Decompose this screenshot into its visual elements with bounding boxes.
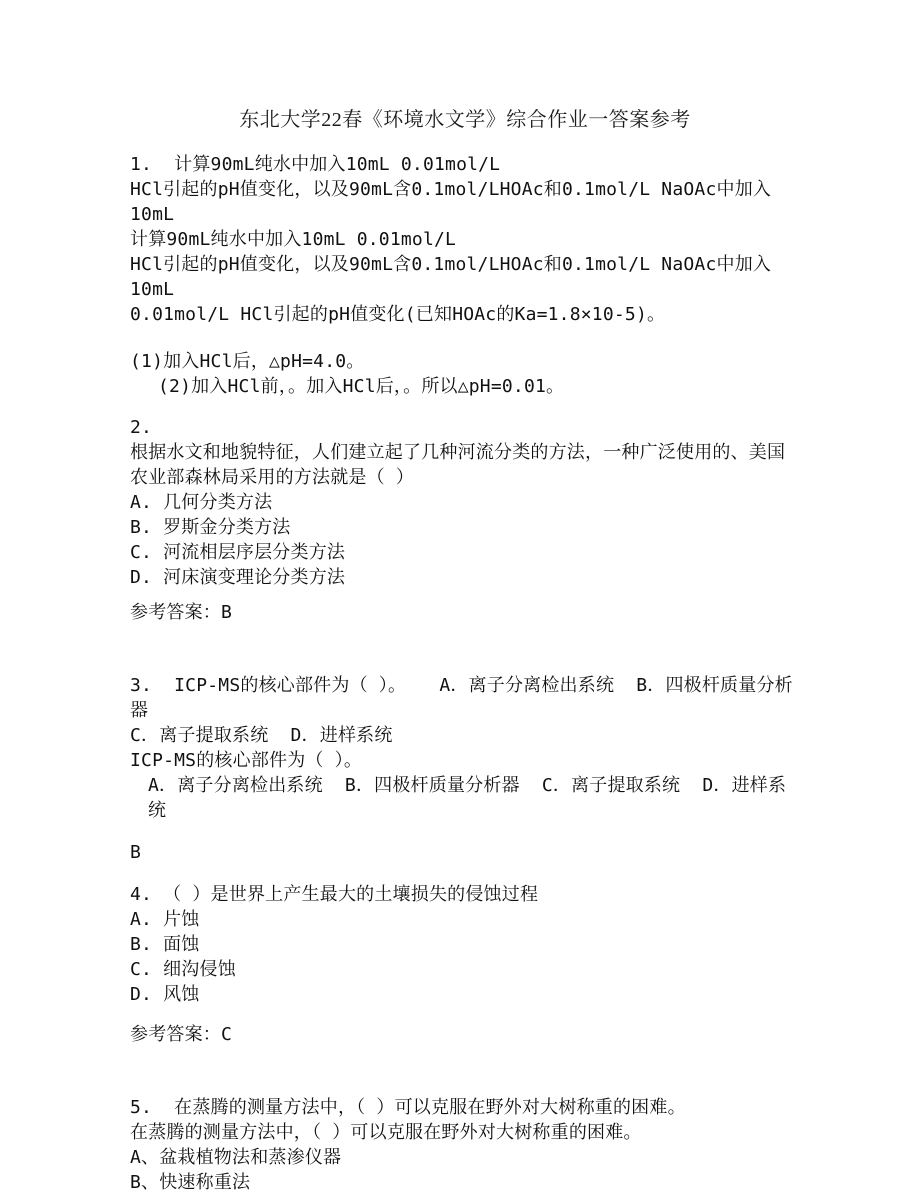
question-4-reference-answer	[130, 1022, 800, 1047]
reference-answer-text: 参考答案：B	[130, 602, 233, 623]
question-1-stem-line-2: HCl引起的pH值变化，以及90mL含0.1mol/LHOAc和0.1mol/L NaOAc中加入10mL	[130, 179, 772, 225]
question-4-option-c: C. 细沟侵蚀	[130, 959, 236, 980]
question-2-reference-answer	[130, 600, 800, 625]
question-4-option-d: D. 风蚀	[130, 984, 200, 1005]
question-4	[130, 882, 800, 1007]
question-3-line-3: ICP-MS的核心部件为（ ）。	[130, 750, 363, 771]
question-5-option-a: A、盆栽植物法和蒸渗仪器	[130, 1147, 342, 1168]
question-2	[130, 415, 800, 590]
question-1-solution-line-1: (1)加入HCl后，△pH=4.0。	[130, 351, 365, 372]
question-4-option-a: A. 片蚀	[130, 909, 200, 930]
question-2-option-b: B. 罗斯金分类方法	[130, 517, 291, 538]
question-3-answer	[130, 840, 800, 865]
question-5	[130, 1095, 800, 1191]
question-1-solution-line-2: (2)加入HCl前，。加入HCl后，。所以△pH=0.01。	[158, 376, 565, 397]
question-4-option-b: B. 面蚀	[130, 934, 200, 955]
question-5-line-1: 5. 在蒸腾的测量方法中，（ ）可以克服在野外对大树称重的困难。	[130, 1097, 686, 1118]
question-1-stem-line-4: HCl引起的pH值变化，以及90mL含0.1mol/LHOAc和0.1mol/L NaOAc中加入10mL	[130, 254, 772, 300]
question-1-stem	[130, 152, 800, 327]
question-1-stem-line-1: 1. 计算90mL纯水中加入10mL 0.01mol/L	[130, 154, 501, 175]
question-2-option-a: A. 几何分类方法	[130, 492, 273, 513]
answer-letter: B	[130, 842, 142, 863]
question-2-stem-line-2: 农业部森林局采用的方法就是（ ）	[130, 467, 415, 488]
question-3-line-1: 3. ICP-MS的核心部件为（ ）。 A．离子分离检出系统 B．四极杆质量分析器	[130, 675, 793, 721]
question-3-line-4: A．离子分离检出系统 B．四极杆质量分析器 C．离子提取系统 D．进样系统	[148, 775, 787, 821]
question-4-stem: 4. （ ）是世界上产生最大的土壤损失的侵蚀过程	[130, 884, 539, 905]
reference-answer-text: 参考答案：C	[130, 1024, 233, 1045]
question-3-line-2: C．离子提取系统 D．进样系统	[130, 725, 393, 746]
document-title: 东北大学22春《环境水文学》综合作业一答案参考	[239, 109, 691, 131]
question-3	[130, 673, 800, 823]
question-1-stem-line-3: 计算90mL纯水中加入10mL 0.01mol/L	[130, 229, 457, 250]
question-2-number: 2.	[130, 417, 153, 438]
question-1-stem-line-5: 0.01mol/L HCl引起的pH值变化(已知HOAc的Ka=1.8×10-5)。	[130, 304, 666, 325]
question-2-option-c: C. 河流相层序层分类方法	[130, 542, 346, 563]
question-2-option-d: D. 河床演变理论分类方法	[130, 567, 346, 588]
question-5-line-2: 在蒸腾的测量方法中，（ ）可以克服在野外对大树称重的困难。	[130, 1122, 642, 1143]
question-5-option-b: B、快速称重法	[130, 1172, 251, 1191]
question-1-solution	[130, 349, 800, 399]
question-2-stem-line-1: 根据水文和地貌特征，人们建立起了几种河流分类的方法，一种广泛使用的、美国	[130, 442, 786, 463]
